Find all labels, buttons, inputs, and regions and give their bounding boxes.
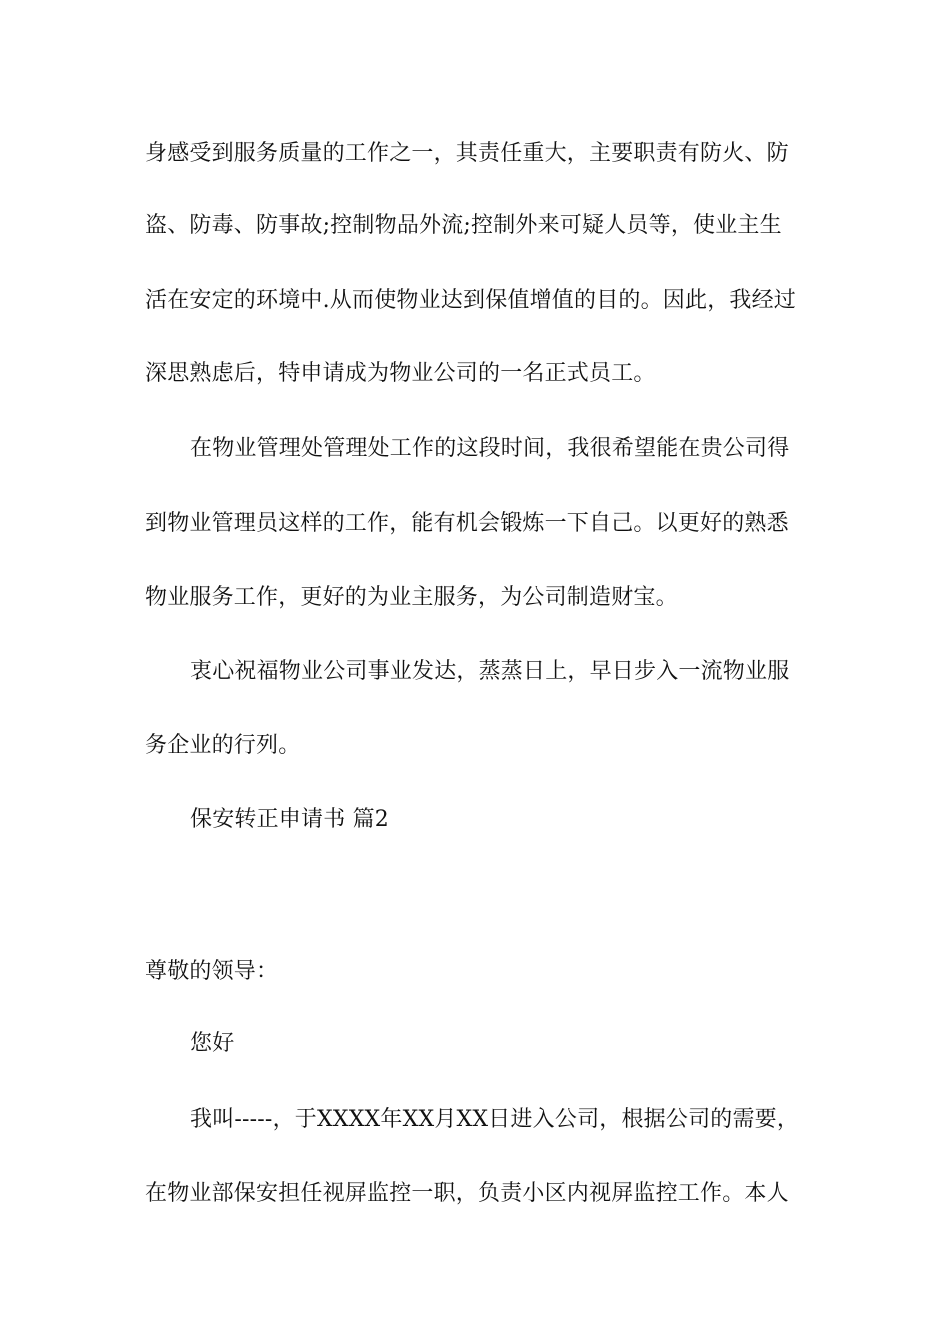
paragraph-line: 我叫-----，于XXXX年XX月XX日进入公司，根据公司的需要， <box>190 1107 800 1132</box>
paragraph-line: 在物业部保安担任视屏监控一职，负责小区内视屏监控工作。本人 <box>145 1181 789 1206</box>
paragraph-line: 到物业管理员这样的工作，能有机会锻炼一下自己。以更好的熟悉 <box>145 511 789 536</box>
paragraph-line: 活在安定的环境中.从而使物业达到保值增值的目的。因此，我经过 <box>145 288 796 313</box>
paragraph-line: 身感受到服务质量的工作之一，其责任重大，主要职责有防火、防 <box>145 141 789 166</box>
paragraph-line: 衷心祝福物业公司事业发达，蒸蒸日上，早日步入一流物业服 <box>190 659 790 684</box>
salutation: 尊敬的领导： <box>145 959 279 984</box>
paragraph-line: 在物业管理处管理处工作的这段时间，我很希望能在贵公司得 <box>190 436 790 461</box>
paragraph-line: 盗、防毒、防事故;控制物品外流;控制外来可疑人员等，使业主生 <box>145 213 782 238</box>
paragraph-line: 务企业的行列。 <box>145 733 301 758</box>
paragraph-line: 深思熟虑后，特申请成为物业公司的一名正式员工。 <box>145 361 656 386</box>
greeting: 您好 <box>190 1031 235 1056</box>
section-heading: 保安转正申请书 篇2 <box>190 807 389 832</box>
paragraph-line: 物业服务工作，更好的为业主服务，为公司制造财宝。 <box>145 585 678 610</box>
